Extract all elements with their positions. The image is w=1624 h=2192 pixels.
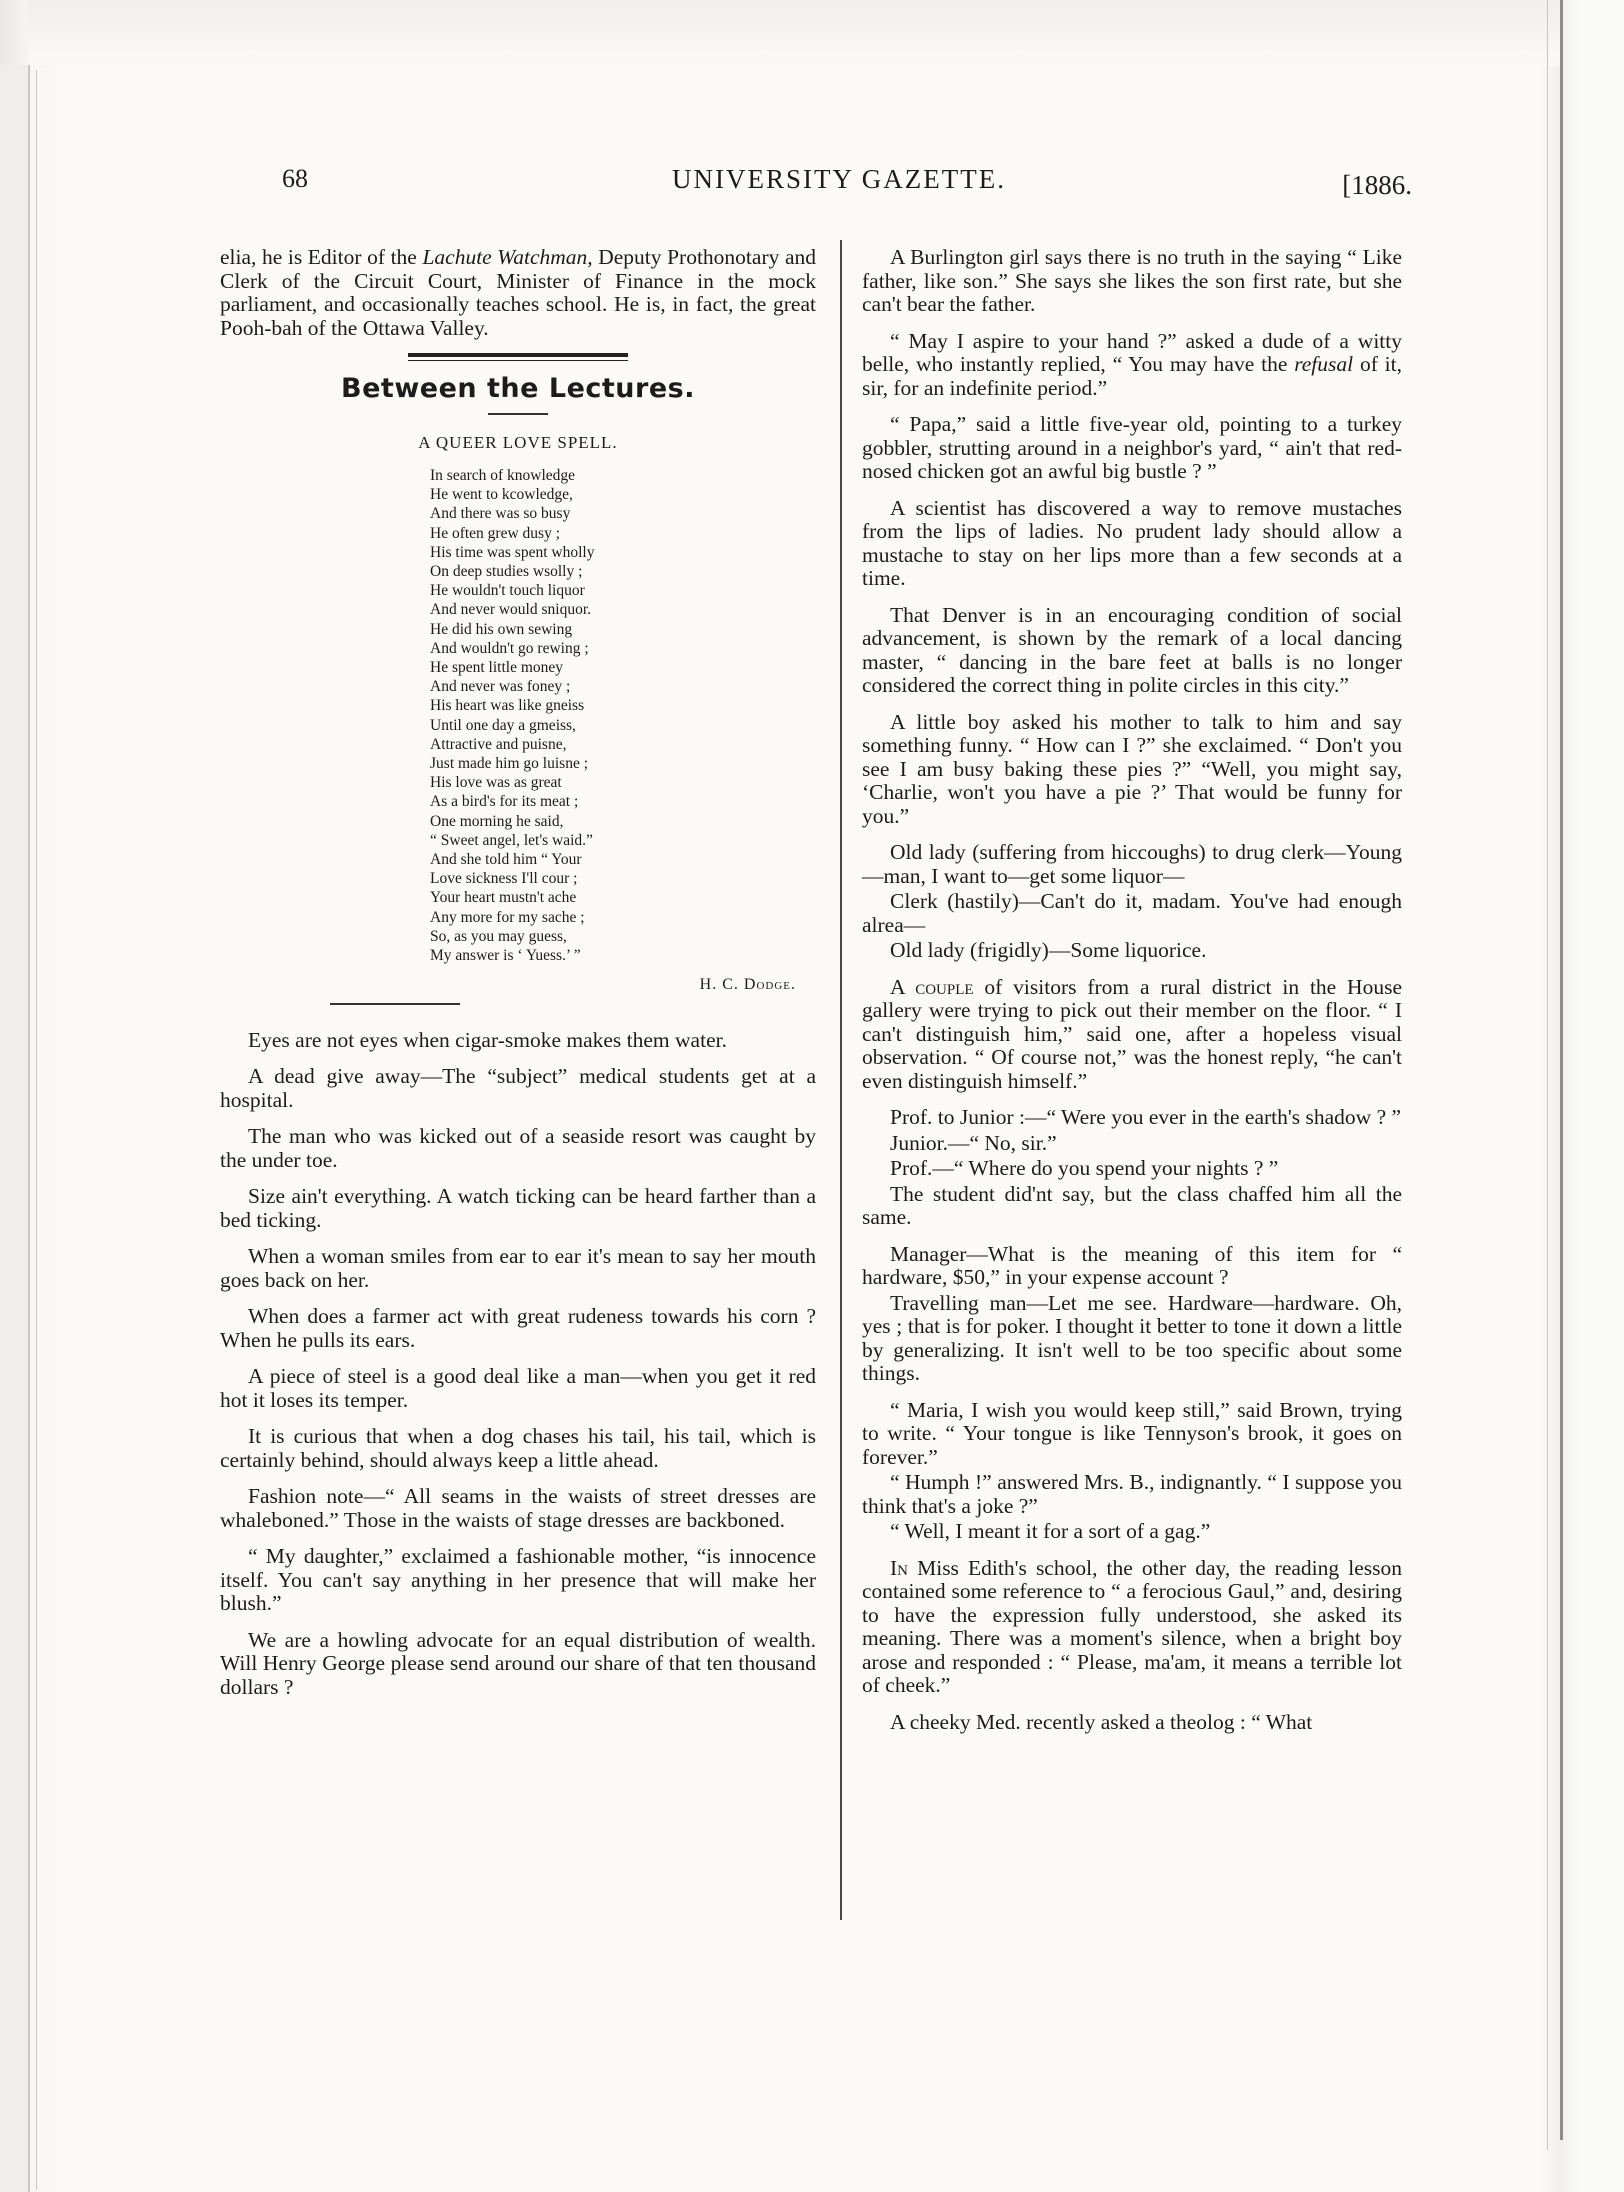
poem-line: He wouldn't touch liquor: [430, 582, 585, 600]
poem-line: He did his own sewing: [430, 620, 573, 638]
joke-paragraph: We are a howling advocate for an equal distribution of wealth. Will Henry George please send around our share of that ten thousand dollars ?: [220, 1627, 816, 1699]
left-paragraphs: [220, 1029, 816, 1700]
poem-line: His time was spent wholly: [430, 543, 595, 561]
right-column: [862, 246, 1402, 1747]
paragraph: “ Maria, I wish you would keep still,” said Brown, trying to write. “ Your tongue is like Tennyson's brook, it goes on forever.”: [862, 1397, 1402, 1469]
poem-line: Your heart mustn't ache: [430, 889, 577, 907]
text: of visitors from a rural district in the House gallery were trying to pick out their member on the floor. “ I can't distinguish him,” said one, after a hopeless visual observation. “ Of course not,” was the honest reply, “he can't even distinguish himself.”: [862, 974, 1402, 1093]
paragraph: That Denver is in an encouraging condition of social advancement, is shown by the remark of a local dancing master, “ dancing in the bare feet at balls is no longer considered the correct thing in polite circles in this city.”: [862, 602, 1402, 697]
text: A: [890, 974, 916, 999]
paragraph: Prof. to Junior :—“ Were you ever in the earth's shadow ? ”: [890, 1105, 1402, 1129]
poem-line: Just made him go luisne ;: [430, 755, 589, 773]
section-heading: Between the Lectures.: [341, 373, 695, 404]
section-divider: [408, 353, 628, 361]
paragraph: Prof.—“ Where do you spend your nights ? ”: [890, 1156, 1279, 1180]
page-header: [282, 160, 1412, 220]
poem: [430, 466, 816, 965]
left-page-edge: [0, 65, 30, 2192]
intro-text-a: elia, he is Editor of the: [220, 245, 423, 269]
poem-line: Attractive and puisne,: [430, 735, 567, 753]
poem-line: And never was foney ;: [430, 678, 571, 696]
paragraph: A Burlington girl says there is no truth in the saying “ Like father, like son.” She says she likes the son first rate, but she can't bear the father.: [862, 245, 1402, 316]
poem-line: And wouldn't go rewing ;: [430, 639, 589, 657]
paragraph: “ Papa,” said a little five-year old, pointing to a turkey gobbler, strutting around in a neighbor's yard, “ ain't that red-nosed chicken got an awful big bustle ? ”: [862, 412, 1402, 483]
poem-line: In search of knowledge: [430, 467, 576, 484]
poem-line: And there was so busy: [430, 505, 571, 523]
heading-rule: [488, 413, 548, 415]
poem-line: Any more for my sache ;: [430, 908, 585, 926]
joke-paragraph: When does a farmer act with great rudeness towards his corn ? When he pulls its ears.: [220, 1304, 816, 1352]
text: Miss Edith's school, the other day, the reading lesson contained some reference to “ a ferocious Gaul,” and, desiring to have the expression fully understood, she asked its meaning. There was a moment's silence, when a bright boy arose and responded : “ Please, ma'am, it means a terrible lot of cheek.”: [862, 1555, 1402, 1697]
poem-line: And she told him “ Your: [430, 851, 582, 869]
joke-paragraph: A dead give away—The “subject” medical students get at a hospital.: [220, 1064, 816, 1112]
intro-text-b: , Deputy Prothonotary and Clerk of the Circuit Court, Minister of Finance in the mock parliament, and occasionally teaches school. He is, in fact, the great Pooh-bah of the Ottawa Valley.: [220, 245, 816, 340]
right-page-edge: [1560, 0, 1563, 2140]
poem-line: Love sickness I'll cour ;: [430, 870, 578, 888]
smallcaps-text: In: [890, 1555, 908, 1580]
poem-line: So, as you may guess,: [430, 927, 567, 945]
left-column: [220, 246, 816, 1712]
right-edge-line: [1547, 0, 1548, 2150]
running-title: UNIVERSITY GAZETTE.: [672, 164, 1006, 194]
top-shadow: [28, 0, 1560, 66]
signature-rule: [330, 1003, 460, 1005]
paragraph: A cheeky Med. recently asked a theolog : “ What: [890, 1709, 1313, 1734]
paragraph: Manager—What is the meaning of this item for “ hardware, $50,” in your expense account ?: [862, 1241, 1402, 1289]
paragraph: [862, 330, 1402, 401]
intro-text-italic: Lachute Watchman: [422, 245, 588, 269]
joke-paragraph: Eyes are not eyes when cigar-smoke makes them water.: [248, 1027, 727, 1052]
smallcaps-text: couple: [915, 974, 974, 999]
left-edge-line: [36, 70, 37, 2190]
joke-paragraph: Fashion note—“ All seams in the waists of street dresses are whaleboned.” Those in the waists of stage dresses are backboned.: [220, 1484, 816, 1532]
poem-line: His love was as great: [430, 774, 562, 792]
poem-line: Until one day a gmeiss,: [430, 716, 576, 734]
italic-text: refusal: [1294, 352, 1354, 376]
joke-paragraph: The man who was kicked out of a seaside resort was caught by the under toe.: [220, 1124, 816, 1172]
text: of it, sir, for an indefinite period.”: [862, 352, 1402, 400]
paragraph: Old lady (frigidly)—Some liquorice.: [890, 938, 1207, 962]
paragraph: The student did'nt say, but the class chaffed him all the same.: [862, 1181, 1402, 1229]
poem-line: My answer is ‘ Yuess.’ ”: [430, 947, 581, 965]
paragraph: [862, 976, 1402, 1094]
poem-line: He often grew dusy ;: [430, 524, 560, 542]
issue-year: [1886.: [1342, 170, 1412, 200]
paragraph: Clerk (hastily)—Can't do it, madam. You've had enough alrea—: [862, 889, 1402, 937]
poem-author: H. C. Dodge.: [699, 976, 796, 994]
poem-title: A QUEER LOVE SPELL.: [418, 432, 618, 452]
poem-line: His heart was like gneiss: [430, 697, 585, 715]
page-number: 68: [282, 164, 308, 193]
paragraph: A scientist has discovered a way to remove mustaches from the lips of ladies. No prudent lady should allow a mustache to stay on her lips more than a few seconds at a time.: [862, 495, 1402, 590]
poem-line: As a bird's for its meat ;: [430, 793, 579, 811]
joke-paragraph: It is curious that when a dog chases his tail, his tail, which is certainly behind, should always keep a little ahead.: [220, 1424, 816, 1472]
paragraph: “ Well, I meant it for a sort of a gag.”: [890, 1519, 1211, 1543]
joke-paragraph: When a woman smiles from ear to ear it's mean to say her mouth goes back on her.: [220, 1244, 816, 1292]
text: “ May I aspire to your hand ?” asked a dude of a witty belle, who instantly replied, “ You may have the: [862, 328, 1402, 376]
poem-line: And never would sniquor.: [430, 601, 592, 619]
poem-line: One morning he said,: [430, 812, 564, 830]
paragraph: A little boy asked his mother to talk to him and say something funny. “ How can I ?” she exclaimed. “ Don't you see I am busy baking these pies ?” “Well, you might say, ‘Charlie, won't you have a pie ?’ That would be funny for you.”: [862, 709, 1402, 828]
joke-paragraph: Size ain't everything. A watch ticking can be heard farther than a bed ticking.: [220, 1184, 816, 1232]
poem-line: “ Sweet angel, let's waid.”: [430, 831, 593, 849]
column-rule: [840, 240, 842, 1920]
paragraph: [862, 1557, 1402, 1698]
paragraph: Old lady (suffering from hiccoughs) to drug clerk—Young—man, I want to—get some liquor—: [862, 840, 1402, 888]
intro-paragraph: [220, 246, 816, 340]
paragraph: Travelling man—Let me see. Hardware—hardware. Oh, yes ; that is for poker. I thought it better to tone it down a little by generalizing. It isn't well to be too specific about some things.: [862, 1290, 1402, 1385]
joke-paragraph: “ My daughter,” exclaimed a fashionable mother, “is innocence itself. You can't say anything in her presence that will make her blush.”: [220, 1544, 816, 1616]
joke-paragraph: A piece of steel is a good deal like a man—when you get it red hot it loses its temper.: [220, 1364, 816, 1412]
paragraph: “ Humph !” answered Mrs. B., indignantly. “ I suppose you think that's a joke ?”: [862, 1470, 1402, 1518]
poem-line: He spent little money: [430, 659, 564, 677]
poem-line: On deep studies wsolly ;: [430, 563, 583, 581]
poem-line: He went to kcowledge,: [430, 486, 573, 504]
paragraph: Junior.—“ No, sir.”: [890, 1130, 1057, 1155]
